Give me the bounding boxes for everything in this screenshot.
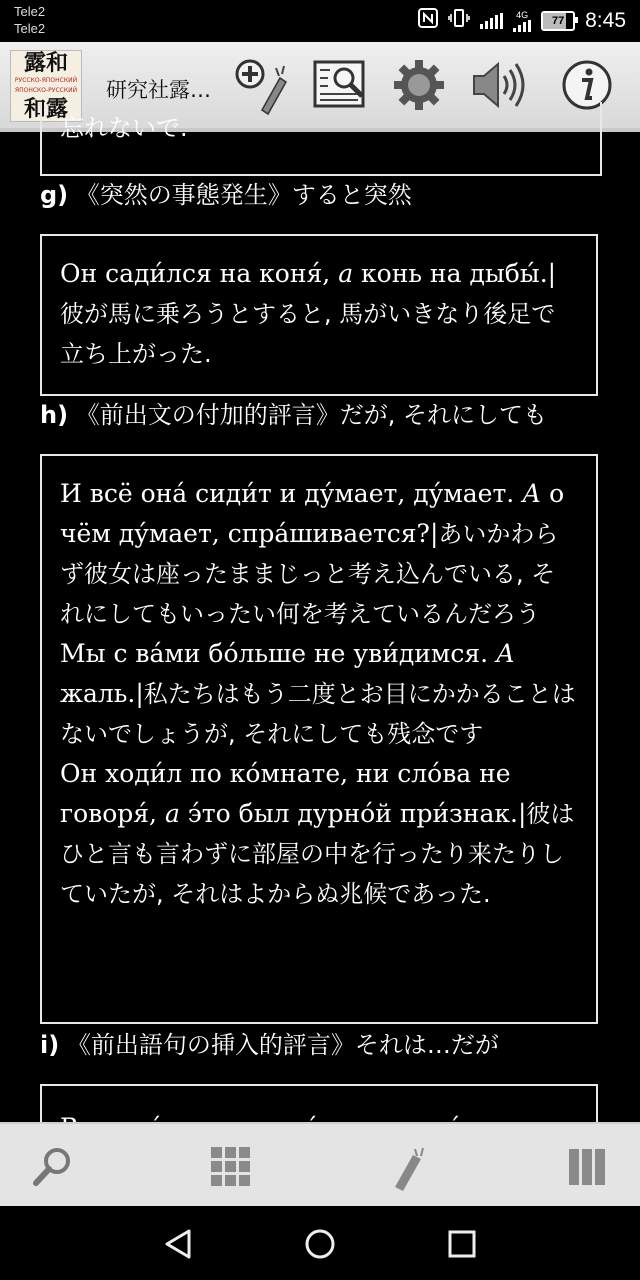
russian-text: жаль.	[60, 679, 136, 708]
status-bar	[0, 0, 640, 42]
example-entry[interactable]	[60, 254, 578, 374]
back-icon	[163, 1228, 193, 1260]
section-label-g: g)	[40, 181, 69, 209]
carrier-2: Tele2	[14, 21, 46, 36]
russian-text: Он сади́лся на коня́,	[60, 259, 339, 288]
section-heading-g	[40, 178, 412, 212]
carrier-1: Tele2	[14, 4, 46, 19]
recents-icon	[447, 1229, 477, 1259]
separator: |	[429, 519, 439, 548]
grid-button[interactable]	[206, 1142, 256, 1192]
logo-bottom-text: 和露	[23, 96, 68, 122]
vibrate-icon	[448, 8, 470, 34]
japanese-translation: 彼が馬に乗ろうとすると, 馬がいきなり後足で立ち上がった.	[60, 300, 556, 368]
system-nav-bar	[0, 1206, 640, 1280]
section-heading-text-h: 《前出文の付加的評言》だが, それにしても	[75, 401, 547, 429]
bottom-action-bar	[0, 1122, 640, 1208]
russian-text: о чём ду́мает, спра́шивается?	[60, 479, 565, 548]
home-button[interactable]	[298, 1222, 342, 1266]
search-button[interactable]	[28, 1142, 78, 1192]
section-label-i: i)	[40, 1031, 60, 1059]
status-icons	[418, 8, 626, 34]
separator: |	[547, 259, 557, 288]
separator: |	[135, 679, 144, 708]
search-icon	[31, 1145, 75, 1189]
carrier-info	[14, 3, 45, 37]
section-heading-text-i: 《前出語句の挿入的評言》それは…だが	[66, 1031, 499, 1059]
network-type	[513, 11, 531, 32]
russian-text: Мы с ва́ми бо́льше не уви́димся.	[60, 639, 497, 668]
signal-icon	[480, 13, 503, 29]
columns-icon	[565, 1145, 609, 1189]
russian-text: э́то был дурно́й при́знак.	[179, 799, 518, 828]
columns-button[interactable]	[562, 1142, 612, 1192]
battery-icon	[541, 11, 575, 31]
nfc-icon	[418, 8, 438, 34]
section-label-h: h)	[40, 401, 69, 429]
logo-top-text: 露和	[23, 50, 68, 76]
section-heading-h	[40, 398, 547, 432]
section-heading-text-g: 《突然の事態発生》すると突然	[75, 181, 412, 209]
example-entry[interactable]	[60, 754, 578, 914]
russian-conjunction: А	[522, 479, 542, 508]
japanese-translation: 私たちはもう二度とお目にかかることはないでしょうが, それにしても残念です	[60, 680, 576, 748]
recents-button[interactable]	[440, 1222, 484, 1266]
example-box-g	[40, 234, 598, 396]
example-entry[interactable]	[60, 474, 578, 634]
clock: 8:45	[585, 9, 626, 32]
separator: |	[517, 799, 527, 828]
back-button[interactable]	[156, 1222, 200, 1266]
dictionary-content[interactable]	[0, 114, 640, 1122]
japanese-translation: 彼はひと言も言わずに部屋の中を行ったり来たりしていたが, それはよからぬ兆候であった.	[60, 800, 575, 908]
section-heading-i	[40, 1028, 499, 1062]
dictionary-title[interactable]: 研究社露…	[106, 78, 211, 102]
bookmark-pen-button[interactable]	[384, 1142, 434, 1192]
russian-text: Он ходи́л по ко́мнате, ни сло́ва не говоря́,	[60, 759, 511, 828]
russian-conjunction: А	[496, 639, 515, 668]
russian-conjunction: а	[164, 799, 180, 828]
network-label: 4G	[516, 9, 529, 20]
bookmark-pen-icon	[387, 1145, 431, 1189]
russian-text: конь на дыбы́.	[353, 259, 548, 288]
previous-example-box	[40, 102, 602, 176]
russian-text: И всё она́ сиди́т и ду́мает, ду́мает.	[60, 479, 523, 508]
home-icon	[304, 1228, 336, 1260]
japanese-translation: あいかわらず彼女は座ったままじっと考え込んでいる, それにしてもいったい何を考えているんだろう	[60, 520, 559, 628]
example-entry[interactable]	[60, 634, 578, 754]
example-box-h	[40, 454, 598, 1024]
grid-icon	[209, 1145, 253, 1189]
previous-example-text: 忘れないで.	[60, 114, 188, 142]
logo-sub-2: ЯПОНСКО-РУССКИЙ	[14, 87, 78, 94]
logo-sub-1: РУССКО-ЯПОНСКИЙ	[14, 77, 78, 84]
battery-level: 77	[552, 15, 565, 27]
russian-conjunction: а	[338, 259, 354, 288]
